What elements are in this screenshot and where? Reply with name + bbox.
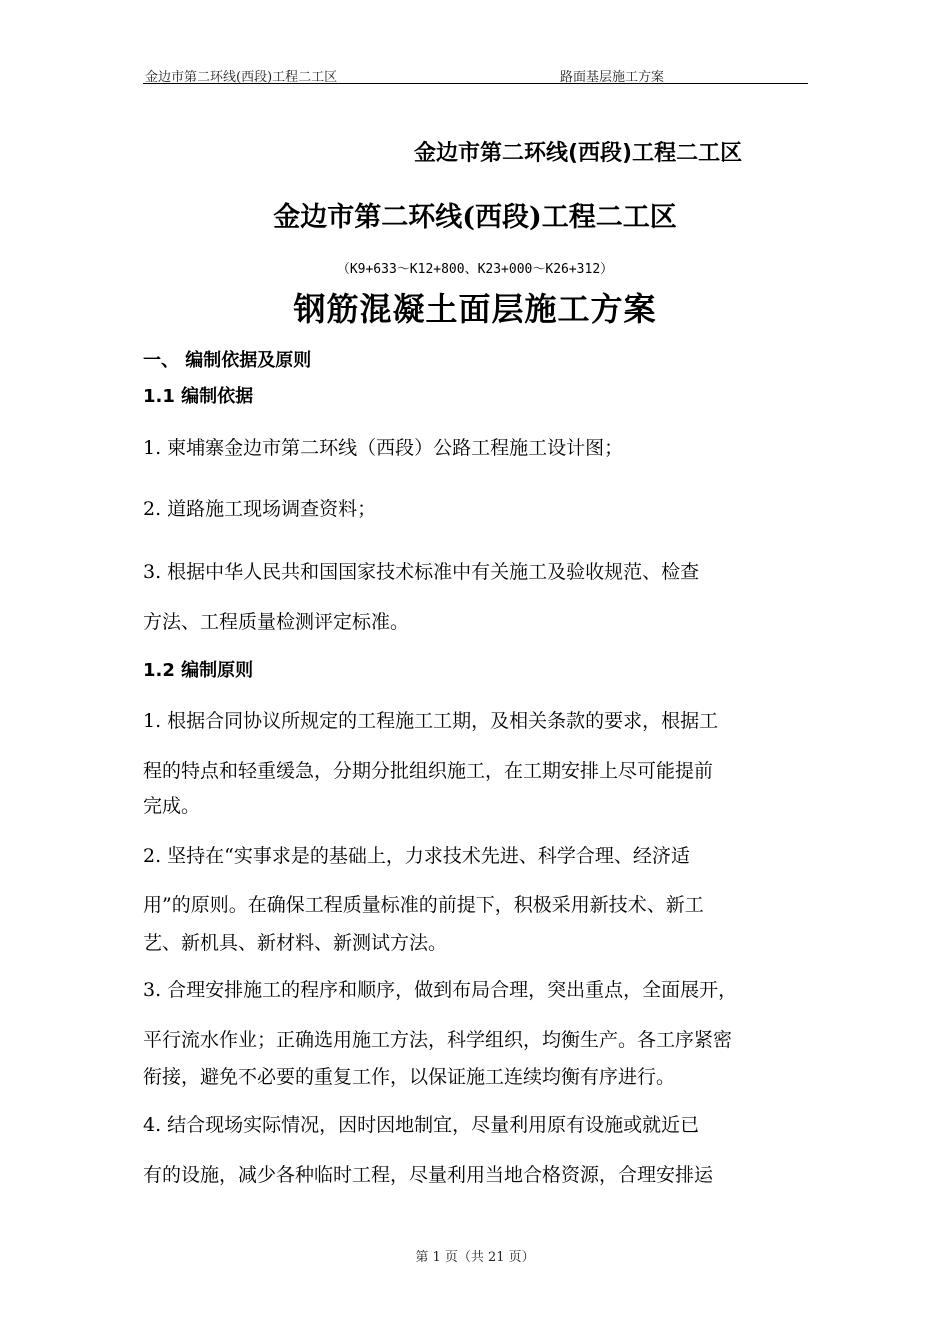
header-left: 金边市第二环线(西段)工程二工区: [145, 70, 338, 85]
paragraph-line: 平行流水作业；正确选用施工方法，科学组织，均衡生产。各工序紧密: [143, 1029, 733, 1051]
paragraph-line: 衔接，避免不必要的重复工作，以保证施工连续均衡有序进行。: [143, 1066, 676, 1088]
title-range: （K9+633～K12+800、K23+000～K26+312）: [336, 262, 614, 277]
header-divider: [143, 83, 808, 84]
subsection-heading-1-2: 1.2 编制原则: [143, 660, 254, 681]
paragraph-line: 1. 柬埔寨金边市第二环线（西段）公路工程施工设计图；: [143, 437, 624, 459]
paragraph-line: 2. 坚持在“实事求是的基础上，力求技术先进、科学合理、经济适: [143, 845, 690, 867]
header-right: 路面基层施工方案: [560, 70, 665, 85]
subsection-heading-1-1: 1.1 编制依据: [143, 386, 254, 407]
paragraph-line: 程的特点和轻重缓急，分期分批组织施工，在工期安排上尽可能提前: [143, 760, 714, 782]
paragraph-line: 有的设施，减少各种临时工程，尽量利用当地合格资源，合理安排运: [143, 1164, 714, 1186]
paragraph-line: 4. 结合现场实际情况，因时因地制宜，尽量利用原有设施或就近已: [143, 1114, 700, 1136]
paragraph-line: 2. 道路施工现场调查资料；: [143, 498, 377, 520]
paragraph-line: 3. 根据中华人民共和国国家技术标准中有关施工及验收规范、检查: [143, 561, 700, 583]
title-line-2: 金边市第二环线(西段)工程二工区: [273, 202, 677, 233]
paragraph-line: 完成。: [143, 795, 201, 817]
paragraph-line: 1. 根据合同协议所规定的工程施工工期，及相关条款的要求，根据工: [143, 710, 719, 732]
section-heading-1: 一、 编制依据及原则: [143, 350, 312, 371]
paragraph-line: 方法、工程质量检测评定标准。: [143, 611, 410, 633]
page-footer: 第 1 页（共 21 页）: [415, 1250, 535, 1265]
main-title: 钢筋混凝土面层施工方案: [293, 290, 657, 328]
paragraph-line: 用”的原则。在确保工程质量标准的前提下，积极采用新技术、新工: [143, 894, 704, 916]
paragraph-line: 艺、新机具、新材料、新测试方法。: [143, 932, 448, 954]
title-line-1: 金边市第二环线(西段)工程二工区: [414, 141, 743, 166]
paragraph-line: 3. 合理安排施工的程序和顺序，做到布局合理，突出重点，全面展开，: [143, 979, 738, 1001]
